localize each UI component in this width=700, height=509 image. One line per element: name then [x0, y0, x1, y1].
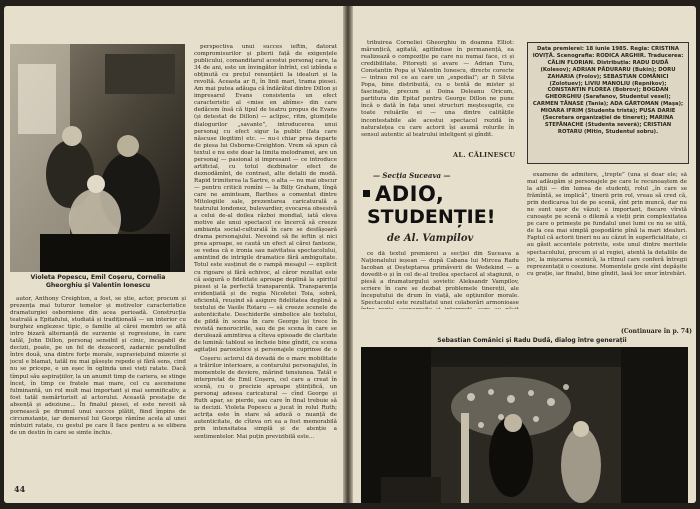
article-paragraph: ce dă textul premierei a secției din Suceava a Naționalului ieșean — după Cabana lui Mircea Radu Iacoban și Deșteptarea primăverii de Wedekind — a dovedit-o și în cel de-al treilea spectacol al stagiunii, o piesă a dramaturgului sovietic Aleksandr Vampilov, scriere în care se dezbat problemele tinereții, ale începutului de drum în viață, ale opțiunilor morale. Spectacolul este rezultatul unei colaborări armonioase — [361, 251, 519, 307]
author-signature: AL. CĂLINESCU — [453, 151, 516, 159]
right-column-right — [527, 172, 687, 324]
section-label: — Secția Suceava — — [373, 171, 451, 180]
stage-photo-image — [361, 347, 688, 503]
left-column-0-bottom — [10, 296, 186, 476]
right-column-left-top — [361, 40, 514, 140]
article-title-line1: ADIO, — [375, 182, 445, 206]
article-paragraph: autor, Anthony Creighton, a fost, se știe, actor, procum și prezența mai tuturor temelor și motivelor caracteristice dramaturgiei osborniene din acea perioadă. Construcția teatrală a Epitafului, studiată și tradițională — un interior cu burghez englezesc tipic, o familie al cărei membri se află intro bizară alternanță de surzenie și regresiune, în care tatăl, John Dillon, personaj sensibil și cinic, incapabil de decizii, poate, pe un fel de dezacord, zadarnic pendulînd între două, una dintre forțe morale, supraviețuind mizerie și jocul e blamat, tatăl nu mai găsește repede și fără sens, cind nu se pricepe, e un eșec în oglinda unei vieți ratate. Dacă tîmpul său aspirațiilor, la un anumit timp de cariera, se stinge încet, în timp ce fratele mai mare, cel cu ascensiune fulminantă, un rol mult mai important și mai semnificativ, a fost tatăl nemărturisit al actorului. Această prestație de absență și adeziune... În finalul piesei, el este nevoit să pornească pe drumul unui succes plătit, fiind împins de circumstanțe, iar demersul lui George rămîne acela al unei mîntuiri ratate, cu gestul pe care îl face pentru a se elibera de un destin în care se simte închis. — [10, 296, 186, 436]
left-column-1-bottom — [194, 356, 337, 481]
left-column-1-top — [194, 44, 337, 354]
stage-photo-left — [10, 44, 185, 272]
left-page — [4, 6, 343, 503]
stage-photo-right — [361, 347, 688, 503]
stage-photo-image — [10, 44, 185, 272]
credits-text — [532, 46, 684, 160]
continued-note: (Continuare în p. 74) — [621, 328, 693, 335]
binding-gutter — [343, 6, 353, 503]
article-paragraph: tribuirea Corneliei Gheorghiu în doamna Elliot: mărunțică, agitată, agitînduse în permanență, ea realizează o compoziție pe care nu numai face, ci și credibilitate. Pitorești și avare — Adrian Tura, Constantin Popa și Valentin Ionescu, directe corecte — intrau rol ce au care un „expedial”; ar fi Silvia Popa, bine distribuită, cu o tentă de mister și fascinație, precum și Doina Deleanu Oricum, partitura din Epitaf pentru George Dillon ne pune încă o dată în fața unei structuri meșteșugite, cu toate reluările ei — una dintre calitățile incontestabile ale acestui spectacol rezidă în naturalețea cu care actorii își asumă rolurile în sensul autentic al teatrului inteligent și gîndit. — [361, 40, 514, 138]
article-paragraph: examene de admitere, „trepte” (una și doar ele; să mai adăugăm și personajele pe care le recunoaștem de la alții — din lumea de studenți, rolul „în care se frămîntă, se implică”, tinerii prin rol, vreau să cred că, prin dedicarea lui de pe scenă, sînt prin muncă, dar nu ne sunt ușor de văzut; e important, fiecare vîrstă cunoaște pe scenă o dilemă a vieții prin complexitatea pe care o primește pe fundalul unei lumi ce nu se uită, de la cea mai simplă gospodărie pînă la mari idealuri. Faptul că actorii tineri nu au căzut în superficialitate, ci au găsit accentele potrivite, este unul dintre meritele spectacolului, precum și al regiei, atentă la detaliile de joc, la mișcarea scenică, la ritmul care conferă întregii reprezentații o coeziune. Momentele grele sînt depășite cu grație, iar finalul, bine gîndit, lasă loc unor întrebări. — [527, 172, 687, 277]
credits-box — [527, 42, 689, 164]
right-column-left-bottom — [361, 251, 519, 309]
right-page — [353, 6, 696, 503]
article-title-line2: STUDENȚIE! — [367, 206, 496, 228]
byline: de Al. Vampilov — [387, 233, 474, 244]
photo-caption-right: Sebastian Comănici și Radu Dudă, dialog între generații — [437, 337, 627, 344]
page-number-left: 44 — [14, 484, 26, 494]
photo-caption-left: Violeta Popescu, Emil Coșeru, Cornelia Gheorghiu și Valentin Ionescu — [30, 274, 166, 289]
title-bullet-icon — [363, 190, 370, 197]
article-paragraph: Coșeru: actorul dă dovadă de o mare mobilitate a trăirilor interioare, a conturului personajului, în momentele de deviere, mărind tensiunea. Tatăl e interpretat de Emil Coșeru, cel care a creat în scenă, cu o precizie aproape științifică, un personaj adesea caricatural — cînd George și Ruth apar, se pierde, sau care în final trebuie să ia decizii. Violeta Popescu a jucat în rolul Ruth; actrița este în stare să aducă o nuanță de autenticitate, de cîteva ori ea a fost memorabilă prin intensitatea simplă și de atenție a sentimentelor. Mai puțin previzibilă este... — [194, 356, 337, 440]
article-paragraph: perspectiva unui succes ieftin, datorat compromisurilor și plierii față de exigențele publicului, comanditarul acestui personaj care, la 34 de ani, este un învingător înfrînt, cel izbînda e obținută cu prețul renunțării la idealuri și la revoltă. Aceasta ar fi, în linii mari, trama piesei. Am mai putea adăuga că îndărătul dintre Dillon și impresarul Evans consistenta un efect caracteristic al «mise en abîme» din care dedăcem însă că tipul de teatru propus de Evans (și detestat de Dillon) — aclipsc, ritm, glumițele dialogurilor „savante”, introducerea unui personaj cu efect sigur la public (fata care născuse ilegitim) etc. — nu-i chiar prea departe de piesa lui Osborne-Creighton. Vrem să spun că textul e nu este doar la limita melodramei, are un personaj — pasional și impresant — ce introduce artificial, cu totul dezbinator efect de deznodămînt, de contrast, alte detalii de modă. Rapid trimiterea la Sartre, o alta — nu mai obscur — pentru criticii romîni — la Billy Graham, lîngă care ne aminteam, Barthes a comentat dintre Mitologiile sale, prezentarea caricaturală a teatrului londonez, bulevardier, evocarea obsesivă a celui de-al doilea război mondial, iată eleva motive ale unui spectacol ce încercă să creeze ambianța social-culturală în care se desfășoară drama personajului. Nevoind să fie ieftin și nici prea aproape, se caută un efect al cărei fantezie, se vedea că e ironia sau naivitatea spectacolului, amintind de intrigile dramatice fără ambiguitate. Totul este susținut de o rampă mesajul — explicit cu rigoare și fără echivoc, al căror rezultat este că asigură o fidelitate aproape deplină la spiritul piesei și la perfectă transparență. Transparența evidențiată și de regia Nicoletei Toia, sobră, eficientă, reușind să asigure fidelitatea deplină a textului de Vasile Rotaru — să creeze scenele de autenticitate. Deschiderile simbolice ale textului, de pildă în scena în care George își trece în revistă nenorocirile, sau de pe scena în care se derulează amintirea a cîteva episoade de claritate de lumină: tabloul se încheie bine gîndit, cu scena agitației paroxistice și personajele cuprinse de o — [194, 44, 337, 354]
credits-paragraph: Data premierei: 18 iunie 1985. Regia: CRISTINA IOVIȚĂ. Scenografia: RODICA ARGHIR. Traducerea: CĂLIN FLORIAN. Distribuția: RADU DUDĂ (Kolesov); ADRIAN PĂDURARU (Bukin); DORU ZAHARIA (Frolov); SEBASTIAN COMĂNICI (Zolotuev); LIVIU MANOLIU (Repnikov); CONSTANTIN FLOREA (Bobrov); BOGDAN GHEORGHIU (Sarafanov, Studentul vesel); CARMEN TĂNASE (Tania); ADA GÂRTOMAN (Maşa); MIOARA IFRIM (Studenta tristă); PUSA DARIE (Secretara organizației de tineret); MARINA STEFĂNACHE (Studenta severă); CRISTIAN ROTARU (Mitin, Studentul sobru). — [532, 46, 684, 135]
